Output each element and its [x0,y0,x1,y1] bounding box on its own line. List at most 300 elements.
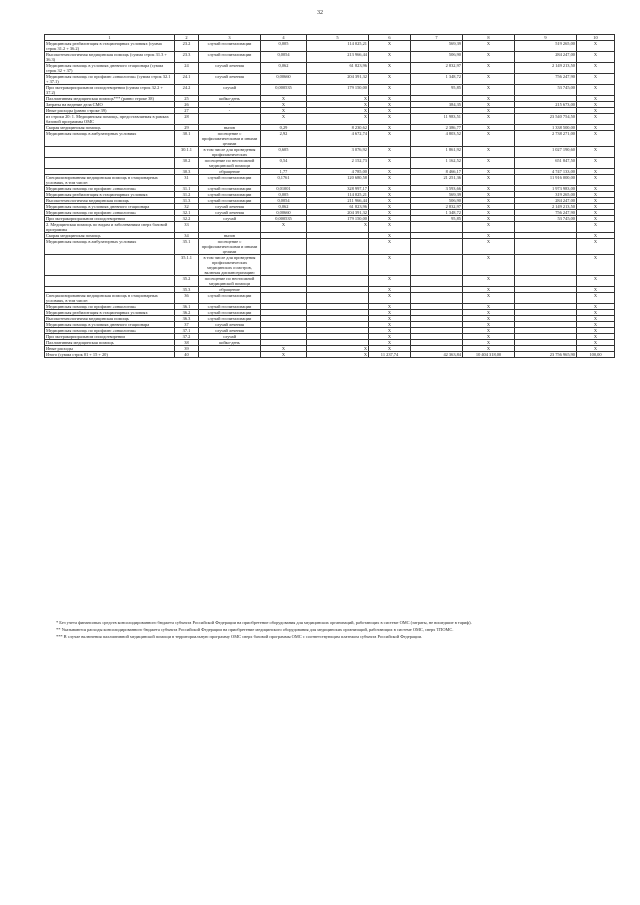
table-cell: X [463,125,515,131]
table-cell: случай госпитализации [199,41,261,52]
table-cell: 204 391,32 [307,74,369,85]
table-cell: 0,0054 [261,198,307,204]
table-cell: X [369,204,411,210]
table-cell: X [261,114,307,125]
table-cell: X [369,255,411,276]
table-cell: 4 747 133,00 [515,169,577,175]
table-cell: Специализированная медицинская помощь в стационарных условиях, в том числе: [45,175,175,186]
table-cell: 61 823,96 [307,204,369,210]
table-cell: X [369,222,411,233]
table-cell: 0,005 [261,41,307,52]
table-cell [515,255,577,276]
footnotes [44,620,614,641]
table-cell: Медицинская помощь по профилю «онкология» [45,210,175,216]
table-cell: 1 973 983,00 [515,186,577,192]
table-cell: X [307,102,369,108]
table-cell: 28 [175,114,199,125]
table-cell: X [369,186,411,192]
table-cell: X [577,310,615,316]
table-cell: 31.3 [175,198,199,204]
table-cell: в том числе для проведения профилактических [199,147,261,158]
footnote: * Без учета финансовых средств консолидированного бюджета субъекта Российской Федерации на приобретение оборудования для медицинских организаций, работающих в системе ОМС (затраты, не вошедшие в тариф). [56,620,472,625]
table-cell: случай лечения [199,74,261,85]
table-cell: X [463,255,515,276]
table-cell: 2. Медицинская помощь по видам и заболеваниям сверх базовой программы [45,222,175,233]
table-cell: 1 162,52 [411,158,463,169]
table-cell: X [463,169,515,175]
table-cell: X [369,125,411,131]
table-cell: X [577,175,615,186]
table-cell: 35.1.1 [175,255,199,276]
table-cell: Высокотехнологичная медицинская помощь (сумма строк 31.3 + 36.3) [45,52,175,63]
table-cell: 1 348,72 [411,210,463,216]
table-cell: 24.1 [175,74,199,85]
table-cell: случай госпитализации [199,175,261,186]
table-cell: X [369,147,411,158]
table-cell [307,239,369,255]
table-cell [307,255,369,276]
table-cell: X [463,192,515,198]
table-cell: X [577,169,615,175]
table-cell: койко-день [199,340,261,346]
table-cell: 114 025,21 [307,192,369,198]
table-cell: X [577,340,615,346]
table-cell: случай [199,216,261,222]
table-cell: X [369,276,411,287]
table-cell: X [369,334,411,340]
table-cell: обращение [199,287,261,293]
table-cell: 204 391,32 [307,210,369,216]
table-row [45,293,615,304]
table-cell: X [463,210,515,216]
table-cell: 21 251,36 [411,175,463,186]
table-cell: - [199,102,261,108]
table-cell: Паллиативная медицинская помощь [45,340,175,346]
table-cell: X [369,239,411,255]
table-cell: 30.3 [175,169,199,175]
table-cell: 33 [175,222,199,233]
table-cell: 11 983,51 [411,114,463,125]
table-cell: 0,29 [261,125,307,131]
table-cell: X [577,233,615,239]
table-cell: X [261,102,307,108]
table-cell: 38 [175,340,199,346]
table-cell: X [369,287,411,293]
table-cell: 4 672,74 [307,131,369,147]
table-cell: случай госпитализации [199,293,261,304]
table-cell: X [463,334,515,340]
table-cell: случай госпитализации [199,186,261,192]
table-cell: X [463,316,515,322]
table-cell [411,222,463,233]
table-cell: 319 265,00 [515,192,577,198]
table-cell: 37.1 [175,328,199,334]
table-cell: X [369,41,411,52]
table-cell [411,276,463,287]
table-cell: X [369,85,411,96]
table-row [45,158,615,169]
table-cell: Скорая медицинская помощь [45,125,175,131]
table-cell: Специализированная медицинская помощь в стационарных условиях, в том числе: [45,293,175,304]
table-cell: случай госпитализации [199,198,261,204]
table-cell: X [369,340,411,346]
table-row [45,74,615,85]
table-row [45,239,615,255]
table-cell: 37 [175,322,199,328]
footnote: *** В случае включения паллиативной медицинской помощи в территориальную программу ОМС сверх базовой программы ОМС с соответствующим платежом субъекта Российской Федерации. [56,634,423,639]
table-cell: X [577,328,615,334]
table-cell: 30.2 [175,158,199,169]
column-header: 9 [515,35,577,41]
table-cell: 2 738 271,00 [515,131,577,147]
table-cell: X [261,96,307,102]
column-header: 10 [577,35,615,41]
table-cell: 31 [175,175,199,186]
table-cell: 39 [175,346,199,352]
table-cell: 32.1 [175,210,199,216]
table-cell: X [463,114,515,125]
table-cell: Медицинская помощь в амбулаторных условиях [45,131,175,147]
table-cell: посещение с профилактическими и иными целями [199,131,261,147]
table-cell: X [463,85,515,96]
table-cell: X [463,175,515,186]
table-cell: 506,90 [411,52,463,63]
column-header: 7 [411,35,463,41]
table-cell: X [577,210,615,216]
table-cell: X [577,304,615,310]
table-cell: X [369,210,411,216]
table-cell: 114 025,21 [307,41,369,52]
table-cell [45,255,175,276]
table-cell: 2 149 213,50 [515,204,577,210]
table-cell: 3 593,66 [411,186,463,192]
financing-table-container [44,34,614,358]
table-cell: случай госпитализации [199,52,261,63]
table-cell: 34 [175,233,199,239]
table-cell: X [577,114,615,125]
table-cell [515,276,577,287]
table-cell [261,293,307,304]
table-cell: X [369,346,411,352]
table-cell: X [369,310,411,316]
table-cell: 36.1 [175,304,199,310]
table-cell: вызов [199,125,261,131]
table-row [45,131,615,147]
table-cell: Медицинская помощь по профилю «онкология» [45,328,175,334]
table-cell: X [261,352,307,358]
table-cell: X [369,63,411,74]
table-cell: 569,39 [411,41,463,52]
table-cell: X [577,293,615,304]
table-cell: Паллиативная медицинская помощь*** (равно строке 38) [45,96,175,102]
table-cell [261,239,307,255]
table-cell: Медицинская помощь по профилю «онкология» [45,304,175,310]
table-row [45,41,615,52]
table-cell: X [463,63,515,74]
table-cell: 0,005 [261,192,307,198]
table-cell [199,222,261,233]
table-cell: посещение с профилактическими и иными целями [199,239,261,255]
footnote: ** Указываются расходы консолидированного бюджета субъекта Российской Федерации на приобретение медицинского оборудования для медицинских организаций, работающих в системе ОМС, сверх ТПОМС. [56,627,454,632]
table-cell: 8 230,62 [307,125,369,131]
table-cell [45,147,175,158]
table-cell: X [577,41,615,52]
table-cell: X [369,233,411,239]
table-cell: Итого (сумма строк 01 + 15 + 20) [45,352,175,358]
table-cell: X [577,108,615,114]
table-cell [307,293,369,304]
table-cell: - [199,346,261,352]
table-cell: X [463,222,515,233]
table-cell: X [577,334,615,340]
table-cell: X [463,276,515,287]
table-cell: 213 966,44 [307,52,369,63]
table-cell [515,239,577,255]
table-cell: 2 386,77 [411,125,463,131]
table-cell: X [577,158,615,169]
table-cell: 11 237,74 [369,352,411,358]
table-cell: X [369,114,411,125]
financing-table [44,34,615,358]
table-cell: 0,605 [261,147,307,158]
table-cell: 23.3 [175,52,199,63]
table-cell: Иные расходы (равно строке 39) [45,108,175,114]
column-header: 6 [369,35,411,41]
table-cell: случай лечения [199,210,261,216]
table-cell [45,158,175,169]
table-cell: 179 150,00 [307,216,369,222]
column-header: 5 [307,35,369,41]
table-cell: Медицинская помощь по профилю «онкология» (сумма строк 32.1 + 37.1) [45,74,175,85]
table-cell: 8 466,17 [411,169,463,175]
table-cell: X [577,255,615,276]
table-cell: X [369,304,411,310]
table-cell: X [307,108,369,114]
table-cell [261,276,307,287]
table-cell: X [577,216,615,222]
table-cell: X [577,52,615,63]
table-body [45,41,615,358]
column-header: 2 [175,35,199,41]
table-cell: Медицинская помощь по профилю «онкология» [45,186,175,192]
table-cell: X [463,102,515,108]
table-cell: X [369,316,411,322]
table-row [45,352,615,358]
table-cell: X [463,216,515,222]
table-cell: 328 997,17 [307,186,369,192]
table-cell: 23 540 754,50 [515,114,577,125]
table-cell [199,352,261,358]
table-cell [261,255,307,276]
table-cell: Высокотехнологичная медицинская помощь [45,198,175,204]
table-cell: X [577,131,615,147]
table-cell: 0,062 [261,63,307,74]
table-cell: 1 348,72 [411,74,463,85]
table-cell [515,293,577,304]
table-cell: X [463,131,515,147]
table-cell: X [463,322,515,328]
page-number: 32 [317,10,323,16]
table-cell: X [261,346,307,352]
table-cell: 1 027 190,60 [515,147,577,158]
table-cell: посещение по неотложной медицинской помощи [199,276,261,287]
table-cell: 24.2 [175,85,199,96]
table-cell: X [577,192,615,198]
table-cell: X [577,346,615,352]
table-cell: 40 [175,352,199,358]
table-row [45,63,615,74]
table-cell: 0,00660 [261,74,307,85]
table-cell: 36.3 [175,316,199,322]
table-cell: 0,000535 [261,85,307,96]
table-cell: из строки 20: 1. Медицинская помощь, предоставляемая в рамках базовой программы ОМС [45,114,175,125]
table-row [45,147,615,158]
table-cell: X [463,74,515,85]
table-cell: 36.2 [175,310,199,316]
table-cell: 4 785,00 [307,169,369,175]
table-cell: случай госпитализации [199,310,261,316]
table-cell: X [577,147,615,158]
table-cell: X [463,41,515,52]
table-cell: X [463,198,515,204]
table-cell: X [463,304,515,310]
table-cell: Скорая медицинская помощь [45,233,175,239]
table-cell: X [463,186,515,192]
table-cell: X [369,198,411,204]
table-cell: 569,39 [411,192,463,198]
table-cell: 25 [175,96,199,102]
table-cell: случай госпитализации [199,192,261,198]
table-cell: 23 756 965,90 [515,352,577,358]
table-cell [411,255,463,276]
table-cell: 2,92 [261,131,307,147]
table-cell [307,276,369,287]
table-cell [411,239,463,255]
table-cell: 506,90 [411,198,463,204]
table-cell: X [577,316,615,322]
table-cell: 1,77 [261,169,307,175]
table-cell: Медицинская помощь в условиях дневного стационара [45,204,175,210]
table-cell: X [369,108,411,114]
table-cell: X [369,293,411,304]
table-row [45,52,615,63]
table-cell: 0,062 [261,204,307,210]
table-cell: При экстракорпоральном оплодотворении (сумма строк 32.2 + 37.2) [45,85,175,96]
table-cell: вызов [199,233,261,239]
table-cell: 0,54 [261,158,307,169]
table-cell: 384,35 [411,102,463,108]
table-cell: 756 247,90 [515,210,577,216]
table-cell: X [369,52,411,63]
table-cell: X [463,147,515,158]
table-cell: 35.3 [175,287,199,293]
table-row [45,175,615,186]
column-header: 8 [463,35,515,41]
table-cell: 31.2 [175,192,199,198]
table-cell: X [577,198,615,204]
table-cell: 53 745,00 [515,216,577,222]
table-row [45,85,615,96]
table-cell: X [369,322,411,328]
table-cell: 756 247,90 [515,74,577,85]
table-cell: 95,85 [411,216,463,222]
table-row [45,255,615,276]
table-cell: 32 [175,204,199,210]
table-cell: 179 150,00 [307,85,369,96]
table-cell: X [577,74,615,85]
table-row [45,222,615,233]
table-cell: X [577,63,615,74]
table-cell: 10 404 318,00 [463,352,515,358]
table-cell: 211 966,44 [307,198,369,204]
table-cell: X [577,186,615,192]
table-cell: X [369,102,411,108]
table-cell: X [577,102,615,108]
table-cell: X [463,346,515,352]
table-cell: 2 149 213,50 [515,63,577,74]
table-cell: случай лечения [199,328,261,334]
table-cell: 30.1.1 [175,147,199,158]
table-cell: 42 363,84 [411,352,463,358]
table-cell: 11 916 000,00 [515,175,577,186]
table-cell: X [463,52,515,63]
table-cell: X [369,169,411,175]
table-cell: Медицинская помощь в условиях дневного стационара (сумма строк 32 + 37) [45,63,175,74]
table-cell: X [369,158,411,169]
table-cell: X [463,96,515,102]
table-cell: 0,1761 [261,175,307,186]
table-cell: в том числе для проведения профилактических медицинских осмотров, включая диспансеризацию [199,255,261,276]
table-cell: 215 673,00 [515,102,577,108]
table-cell: X [577,322,615,328]
table-cell: 35.1 [175,239,199,255]
table-cell: X [307,222,369,233]
table-cell [411,293,463,304]
table-cell: X [261,222,307,233]
table-cell: 0,00660 [261,210,307,216]
table-cell: X [463,239,515,255]
table-cell: 29 [175,125,199,131]
table-cell: случай лечения [199,204,261,210]
table-cell: X [577,222,615,233]
table-cell: 36 [175,293,199,304]
table-cell: 30.1 [175,131,199,147]
table-row [45,276,615,287]
table-cell: Затраты на ведение дела СМО [45,102,175,108]
table-cell: посещение по неотложной медицинской помощи [199,158,261,169]
table-cell: 100,00 [577,352,615,358]
table-cell: X [577,276,615,287]
table-cell: X [463,310,515,316]
table-cell: X [577,239,615,255]
table-cell: случай госпитализации [199,304,261,310]
table-cell: X [369,175,411,186]
table-cell: случай [199,85,261,96]
table-cell: Иные расходы [45,346,175,352]
table-cell: 37.2 [175,334,199,340]
table-cell: случай госпитализации [199,316,261,322]
table-cell: 0,0054 [261,52,307,63]
table-cell: X [577,287,615,293]
table-cell: 2 832,97 [411,204,463,210]
table-cell: X [463,340,515,346]
table-cell: Медицинская реабилитация в стационарных условиях [45,310,175,316]
table-cell: При экстракорпоральном оплодотворении [45,334,175,340]
table-cell: X [307,346,369,352]
table-cell: 1 338 500,00 [515,125,577,131]
table-cell: X [307,114,369,125]
table-cell: X [577,204,615,210]
